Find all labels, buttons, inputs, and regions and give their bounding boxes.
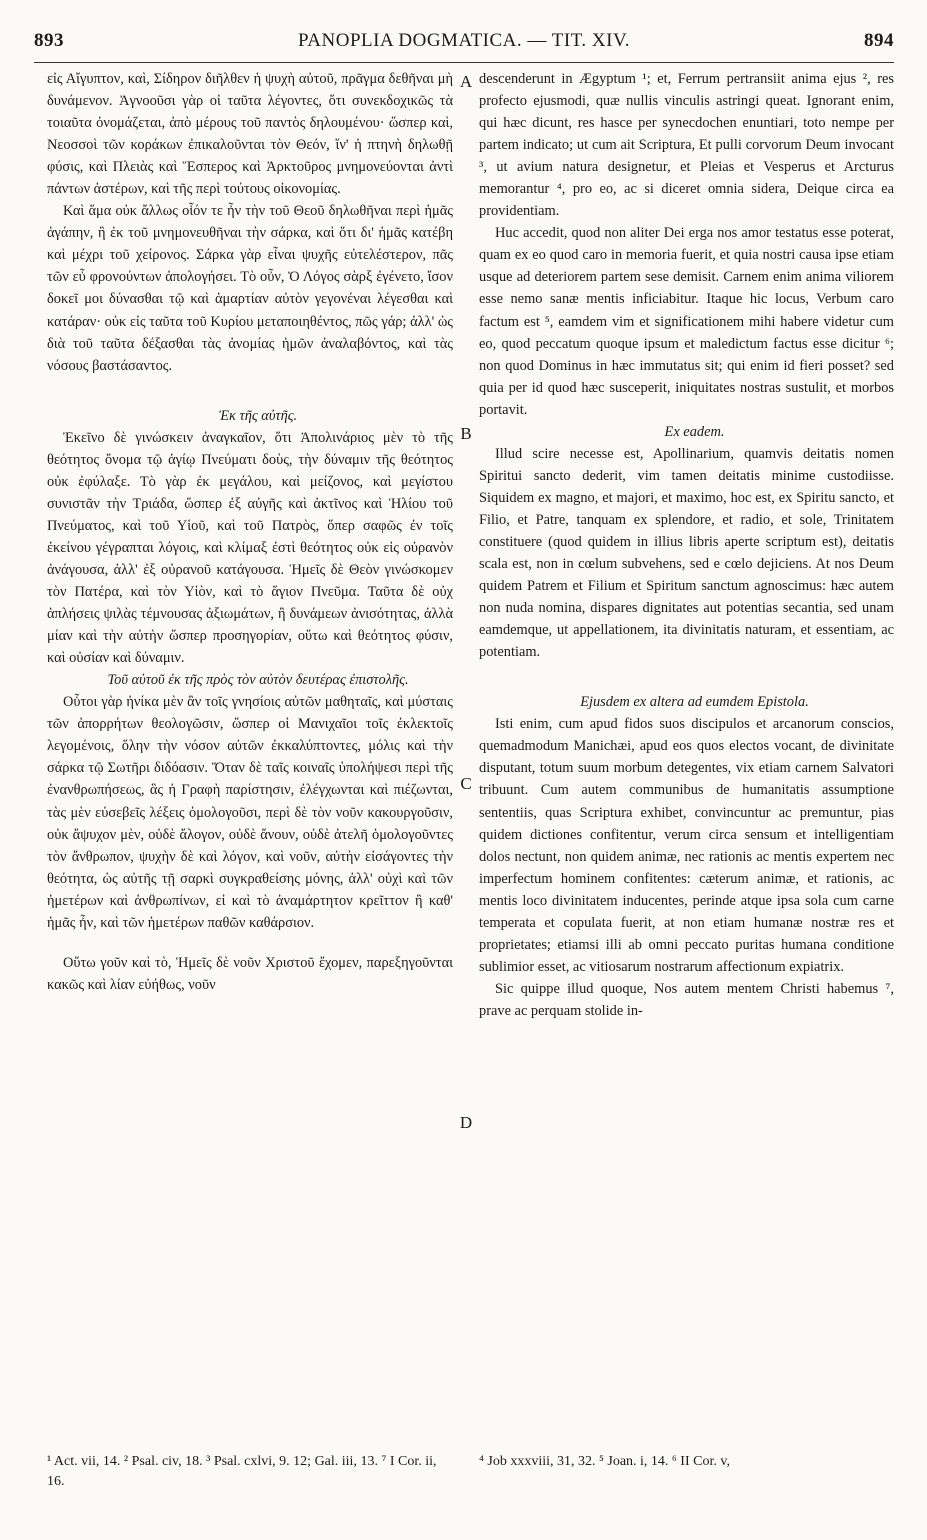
greek-section-heading: Ἐκ τῆς αὐτῆς. [218, 407, 298, 424]
margin-marker-d: D [459, 1113, 473, 1132]
greek-paragraph: Οὗτοι γὰρ ἡνίκα μὲν ἂν τοῖς γνησίοις αὐτῶν μαθηταῖς, καὶ μύσταις τῶν ἀπορρήτων θεολογῶσιν, ὥσπερ οἱ Μανιχαῖοι τοῖς ἐκλεκτοῖς λεγομένοις, ὅλην τὴν νόσον αὐτῶν ἐκκαλύπτοντες, μόλις καὶ τὴν σάρκα τῷ Σωτῆρι διδόασιν. Ὅταν δὲ ταῖς κοιναῖς ὑπολήψεσι περὶ τῆς ἐνανθρωπήσεως, ἃς ἡ Γραφὴ παρίστησιν, ἐλέγχωνται καὶ πιέζωνται, τὰς μὲν εὐσεβεῖς λέξεις ὁμολογοῦσι, περὶ δὲ τὸν νοῦν κακουργοῦσιν, οὐκ ἄψυχον μὲν, οὐδὲ ἄλογον, οὐδὲ ἄνουν, οὐδὲ ἀτελῆ ὁμολογοῦντες τὸν ἄνθρωπον, ψυχὴν δὲ καὶ λόγον, καὶ νοῦν, αὐτὴν εἰσάγοντες τὴν θεότητα, ὡς αὐτῆς τῇ σαρκὶ συγκραθείσης μόνης, ἀλλ' οὐχὶ καὶ τῶν ἡμετέρων καὶ ἀνθρωπίνων, εἰ καὶ τὸ ἀναμάρτητον κρεῖττον ἢ καθ' ἡμᾶς ἦν, καὶ τῶν ἡμετέρων παθῶν καθάρσιον. [47, 694, 453, 931]
running-title: PANOPLIA DOGMATICA. — TIT. XIV. [297, 30, 630, 51]
greek-section-heading: Τοῦ αὐτοῦ ἐκ τῆς πρὸς τὸν αὐτὸν δευτέρας ἐπιστολῆς. [107, 672, 409, 689]
greek-paragraph: Ἐκεῖνο δὲ γινώσκειν ἀναγκαῖον, ὅτι Ἀπολινάριος μὲν τὸ τῆς θεότητος ὄνομα τῷ ἁγίῳ Πνεύματι δοὺς, τὴν δύναμιν τῆς θεότητος οὐκ ἐφύλαξε. Τὸ γὰρ ἐκ μεγάλου, καὶ μείζονος, καὶ μεγίστου συνιστᾶν τὴν Τριάδα, ὥσπερ ἐξ αὐγῆς καὶ ἀκτῖνος καὶ Ἡλίου τοῦ Πνεύματος, καὶ τοῦ Υἱοῦ, καὶ τοῦ Πατρὸς, ὅπερ σαφῶς ἐν τοῖς ἐκείνου γέγραπται λόγοις, καὶ κλίμαξ ἐστὶ θεότητος οὐκ εἰς οὐρανὸν ἀνάγουσα, ἀλλ' ἐξ οὐρανοῦ κατάγουσα. Ἡμεῖς δὲ Θεὸν γινώσκομεν τὸν Πατέρα, καὶ τὸν Υἱὸν, καὶ τὸ ἅγιον Πνεῦμα. Ταῦτα δὲ οὐχ ἁπλήσεις ψιλὰς τέμνουσας ἀξιωμάτων, ἢ δυνάμεων ἀνισότητας, ἀλλὰ μίαν καὶ τὴν αὐτὴν ὥσπερ προσηγορίαν, οὕτω καὶ θεότητος φύσιν, καὶ οὐσίαν καὶ δύναμιν. [47, 429, 453, 667]
page-number-left: 893 [34, 30, 64, 51]
latin-paragraph: Huc accedit, quod non aliter Dei erga nos amor testatus esse poterat, quam ex eo quod caro in memoria fuerit, et quia nostri causa ipse etiam usque ad deteriorem partem sese demisit. Carnem enim anima viliorem esse nemo sanæ mentis inficiabitur. Itaque hic locus, Verbum caro factum est ⁵, eamdem vim et significationem mihi habere videtur cum eo, quod peccatum quoque ipsum et maledictum factus esse dicitur ⁶; non quod Dominus in hæc immutatus sit; qui enim id fieri posset? sed quia per id quod hæc susceperit, iniquitates nostras sustulit, et morbos portavit. [479, 225, 894, 418]
latin-section-heading: Ex eadem. [664, 423, 725, 440]
greek-paragraph: εἰς Αἴγυπτον, καὶ, Σίδηρον διῆλθεν ἡ ψυχὴ αὐτοῦ, πρᾶγμα δεθῆναι μὴ δυνάμενον. Ἀγνοοῦσι γὰρ οἱ ταῦτα λέγοντες, ὅτι συνεκδοχικῶς τὰ τοιαῦτα ὀνομάζεται, ἀπὸ μέρους τοῦ παντὸς δηλουμένου· ὥσπερ καὶ, Νεοσσοὶ τῶν κοράκων ἐπικαλοῦνται τὸν Θεόν, ἵν' ἡ πτηνὴ δηλωθῇ φύσις, καὶ Πλειὰς καὶ Ἕσπερος καὶ Ἀρκτοῦρος μνημονεύονται ἀντὶ πάντων ἀστέρων, καὶ τῆς περὶ τούτους οἰκονομίας. [47, 71, 453, 198]
margin-marker-b: B [460, 424, 472, 443]
latin-paragraph: descenderunt in Ægyptum ¹; et, Ferrum pertransiit anima ejus ², res profecto ejusmodi, quæ nullis vinculis astringi queat. Ignorant enim, qui hæc dicunt, res hasce per synecdochen enuntiari, toto nempe per partem indicato; ut cum ait Scriptura, Et pulli corvorum Deum invocant ³, ut avium natura designetur, et Pleias et Vesperus et Arcturus memorantur ⁴, pro eo, ac si diceret omnia sidera, Deique circa ea providentiam. [479, 71, 894, 220]
greek-paragraph: Οὕτω γοῦν καὶ τὸ, Ἡμεῖς δὲ νοῦν Χριστοῦ ἔχομεν, παρεξηγοῦνται κακῶς καὶ λίαν εὐήθως, νοῦν [47, 954, 453, 993]
header-rule [34, 62, 894, 63]
page-number-right: 894 [864, 30, 894, 51]
latin-paragraph: Isti enim, cum apud fidos suos discipulos et arcanorum conscios, quemadmodum Manichæi, apud eos quos electos vocant, de divinitate disputant, totum suum morbum detegentes, vix etiam carnem Salvatori tribuunt. Cum autem communibus de humanitatis assumptione sententiis, quas Scriptura exhibet, convincuntur ac premuntur, pias quidem dictiones confitentur, verum circa sensum et intelligentiam dolos nectunt, non quidem animæ, nec rationis ac mentis expertem nec imperfectum hominem confitentes: cæterum animæ, et rationis, ac mentis loco divinitatem inducentes, perinde atque ipsa sola cum carne temperata et copulata fuerit, at non etiam humanæ nostræ res et proprietates; etiamsi illi ab omni peccato puritas humana conditione sublimior esset, ac vitiosarum nostrarum affectionum expiatrix. [479, 716, 894, 975]
margin-marker-a: A [459, 72, 473, 91]
page-header [34, 30, 894, 56]
latin-column [479, 68, 894, 1450]
footnotes-left: ¹ Act. vii, 14. ² Psal. civ, 18. ³ Psal. cxlvi, 9. 12; Gal. iii, 13. ⁷ I Cor. ii, 16. [47, 1454, 437, 1489]
greek-column [47, 68, 453, 1450]
latin-paragraph: Illud scire necesse est, Apollinarium, quamvis deitatis nomen Spiritui sancto dederit, vim tamen deitatis minime custodiisse. Siquidem ex magno, et majori, et maximo, hoc est, ex Spiritu sancto, et Filio, et Patre, tanquam ex splendore, et radio, et sole, Trinitatem constituere (quod quidem in illius libris aperte scriptum est), deitatis scala est, non in cœlum subvehens, sed e cœlo dejiciens. At nos Deum quidem Patrem et Filium et Spiritum sanctum agnoscimus: hæc autem non nuda nomina, dispares dignitates aut potentias secantia, sed unam eamdemque, ut appellationem, ita divinitatis naturam, et essentiam, ac potentiam. [479, 445, 894, 661]
latin-paragraph: Sic quippe illud quoque, Nos autem mentem Christi habemus ⁷, prave ac perquam stolide in- [479, 980, 894, 1019]
greek-paragraph: Καὶ ἅμα οὐκ ἄλλως οἷόν τε ἦν τὴν τοῦ Θεοῦ δηλωθῆναι περὶ ἡμᾶς ἀγάπην, ἢ ἐκ τοῦ μνημονευθῆναι τὴν σάρκα, καὶ ὅτι δι' ἡμᾶς κατέβη καὶ μέχρι τοῦ χείρονος. Σάρκα γὰρ εἶναι ψυχῆς εὐτελέστερον, πᾶς τῶν εὖ φρονούντων ἀπολογήσει. Τὸ οὖν, Ὁ Λόγος σὰρξ ἐγένετο, ἴσον δοκεῖ μοι δύνασθαι τῷ καὶ ἁμαρτίαν αὐτὸν γεγονέναι λέγεσθαι καὶ κατάραν· οὐκ εἰς ταῦτα τοῦ Κυρίου μεταποιηθέντος, πῶς γάρ; ἀλλ' ὡς διὰ τοῦ ταῦτα δέξασθαι τὰς ἀνομίας ἡμῶν ἀναλαβόντος, καὶ τὰς νόσους βαστάσαντος. [47, 203, 453, 374]
latin-section-heading: Ejusdem ex altera ad eumdem Epistola. [580, 694, 809, 711]
footnotes-right: ⁴ Job xxxviii, 31, 32. ⁵ Joan. i, 14. ⁶ II Cor. v, [479, 1454, 730, 1469]
margin-marker-c: C [460, 774, 472, 793]
